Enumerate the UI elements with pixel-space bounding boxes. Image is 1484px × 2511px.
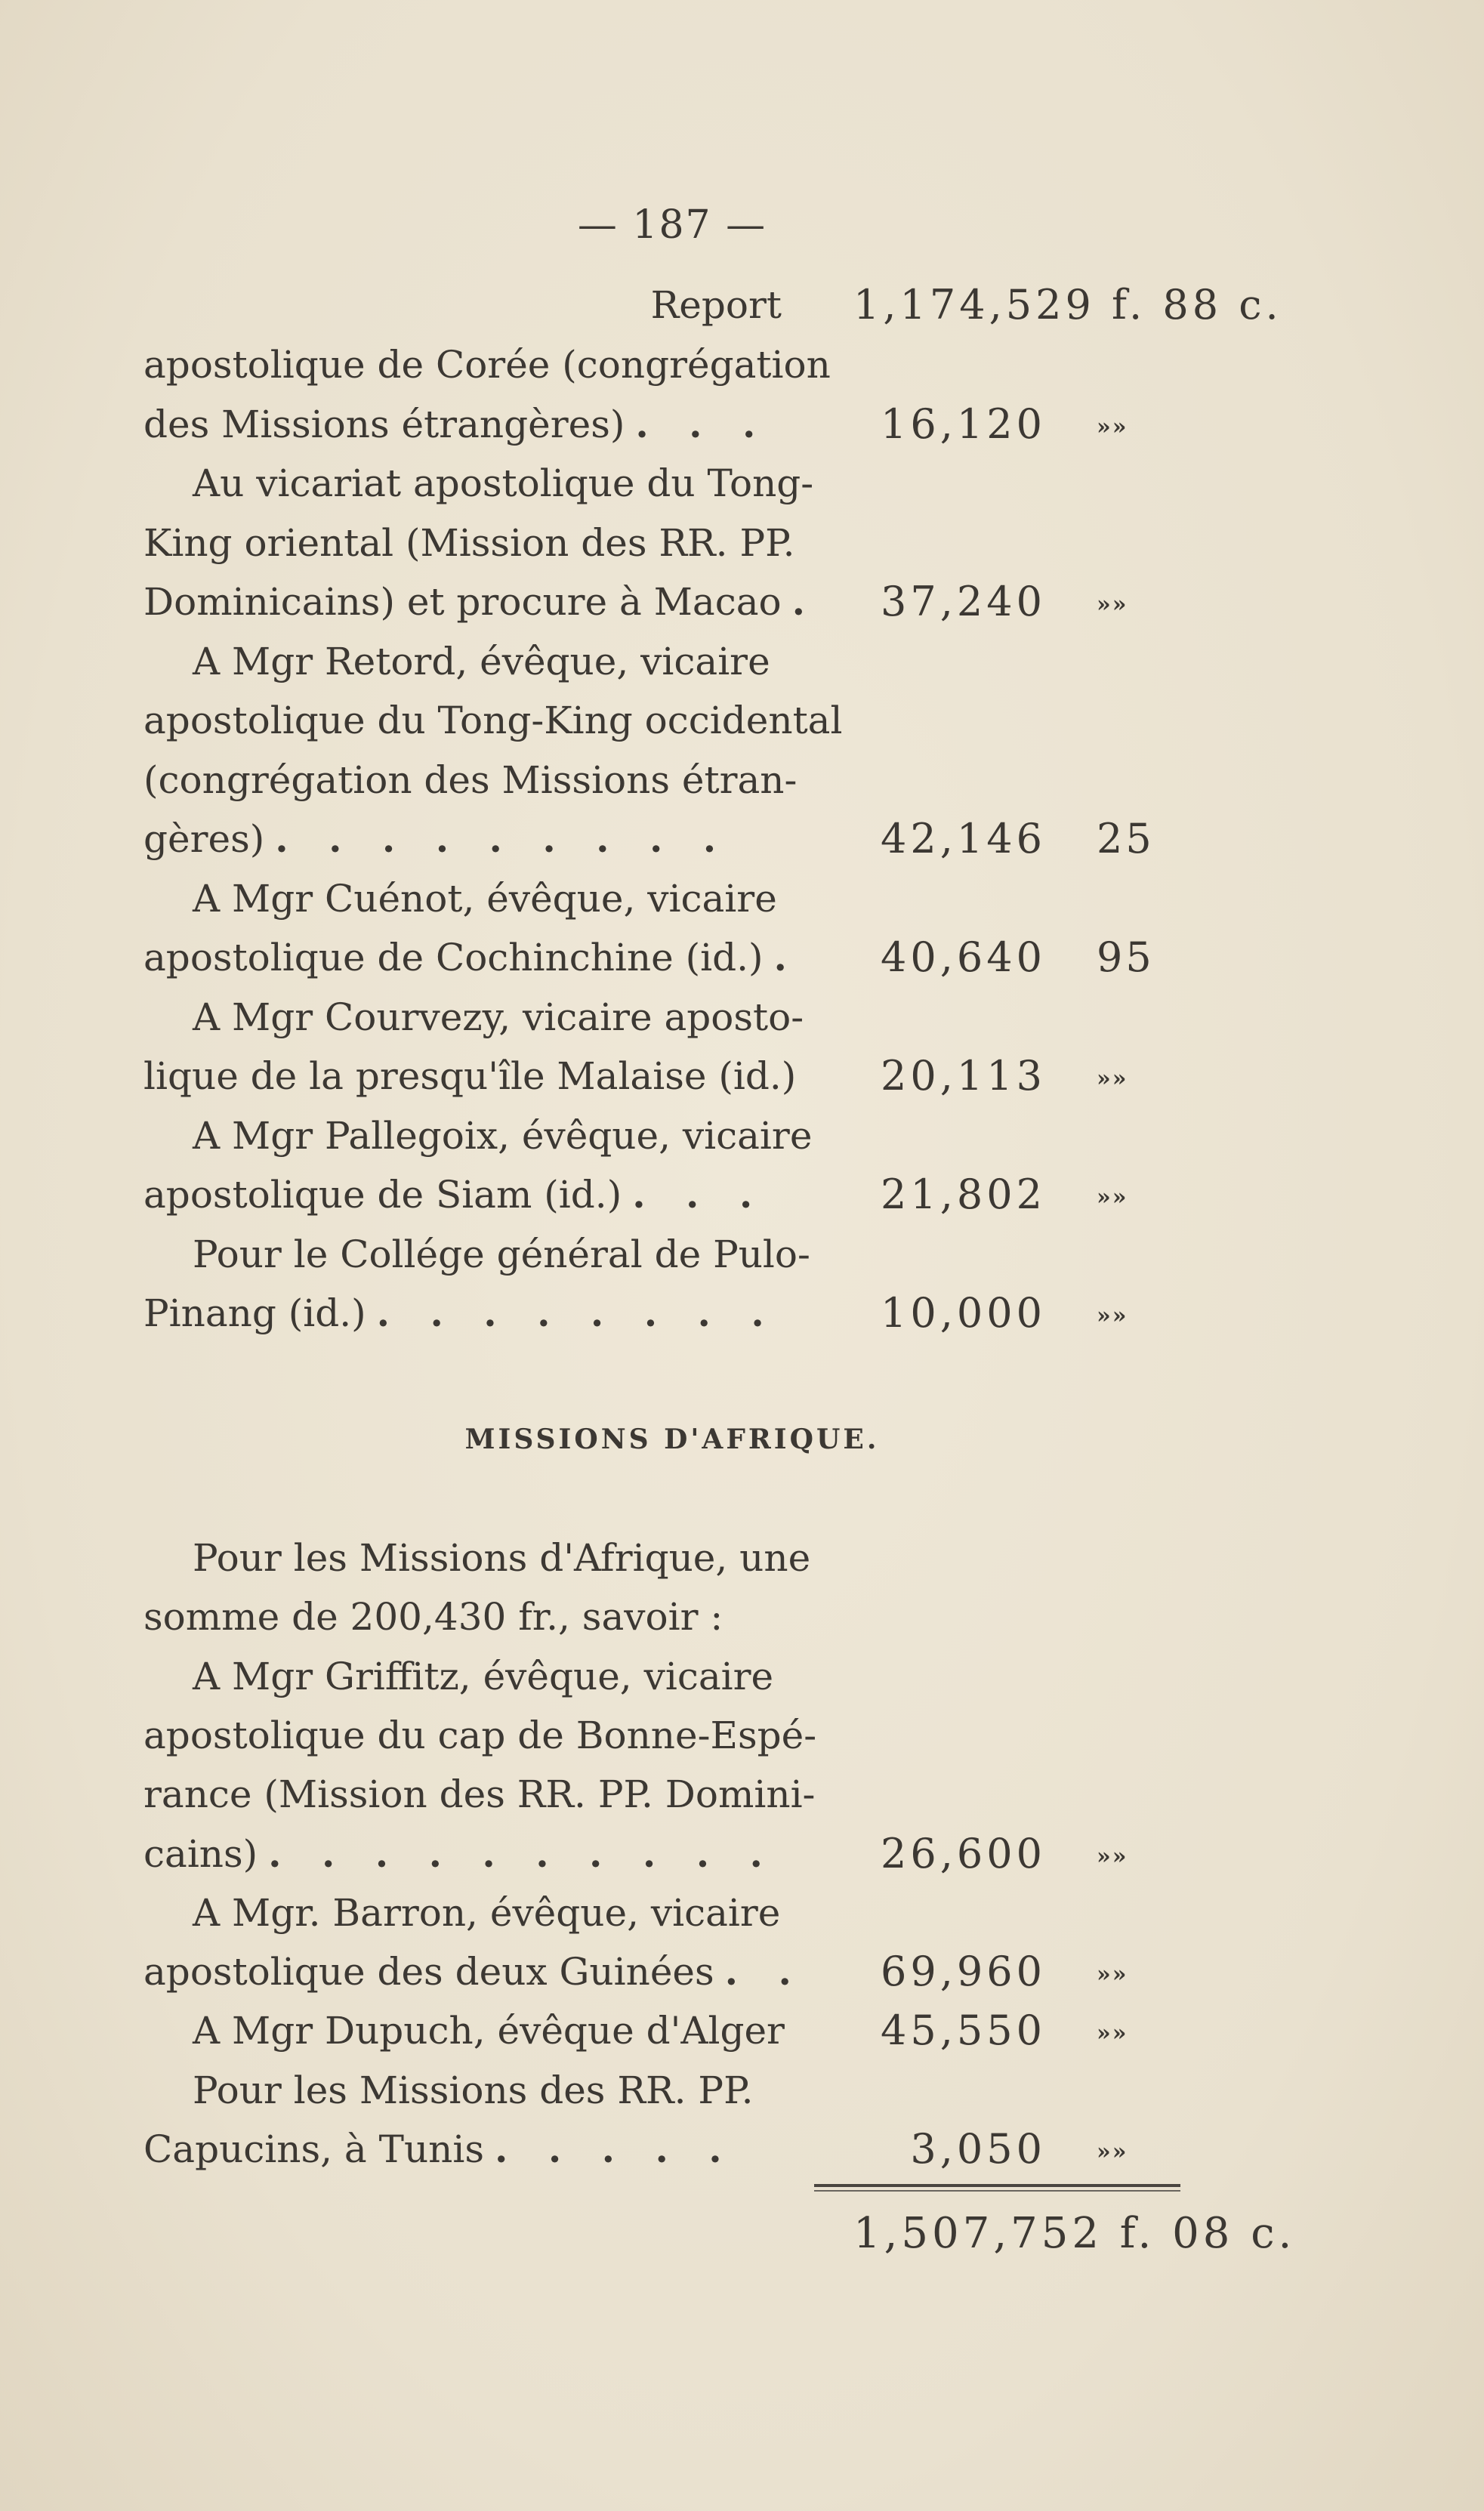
text-line: [0, 1529, 1484, 1587]
line-text: Dominicains) et procure à Macao .: [143, 579, 819, 624]
line-text: Capucins, à Tunis . . . . .: [143, 2127, 736, 2171]
text-line: [0, 455, 1484, 512]
amount-centimes: »»: [1097, 2139, 1128, 2165]
amount-centimes: »»: [1097, 413, 1128, 440]
text-line: [0, 633, 1484, 690]
line-text: Pour le Collége général de Pulo-: [193, 1232, 810, 1276]
line-text: lique de la presqu'île Malaise (id.): [143, 1054, 797, 1098]
line-text: Pinang (id.) . . . . . . . .: [143, 1291, 778, 1335]
amount-centimes: »»: [1097, 1843, 1128, 1870]
line-text: Pour les Missions des RR. PP.: [193, 2068, 754, 2112]
line-text: (congrégation des Missions étran-: [143, 757, 798, 802]
amount-francs: 16,120: [881, 399, 1046, 448]
text-line: [0, 1707, 1484, 1764]
line-text: A Mgr Cuénot, évêque, vicaire: [193, 876, 777, 921]
leader-dots: . . . . .: [495, 2127, 736, 2171]
text-line: [0, 2002, 1484, 2059]
text-line: [0, 692, 1484, 749]
text-line: [0, 1588, 1484, 1646]
line-text: A Mgr. Barron, évêque, vicaire: [193, 1890, 781, 1935]
line-text: King oriental (Mission des RR. PP.: [143, 520, 795, 565]
line-text: Pour les Missions d'Afrique, une: [193, 1536, 811, 1580]
sum-rule-thin: [814, 2190, 1180, 2192]
amount-francs: 69,960: [881, 1948, 1046, 1996]
report-line: [0, 276, 1484, 334]
amount-francs: 42,146: [881, 815, 1046, 862]
leader-dots: . .: [724, 1949, 805, 1994]
text-line: [0, 396, 1484, 453]
text-line: [0, 810, 1484, 868]
amount-francs: 3,050: [910, 2125, 1046, 2173]
amount-centimes: »»: [1097, 1184, 1128, 1211]
line-text: A Mgr Pallegoix, évêque, vicaire: [193, 1113, 813, 1158]
amount-centimes: 95: [1097, 933, 1155, 981]
text-line: [0, 751, 1484, 809]
leader-dots: .: [773, 935, 801, 979]
text-line: [0, 1285, 1484, 1342]
line-text: Au vicariat apostolique du Tong-: [193, 461, 814, 505]
leader-dots: . . .: [632, 1172, 767, 1217]
leader-dots: . . .: [635, 401, 770, 446]
amount-francs: 20,113: [881, 1052, 1046, 1100]
line-text: A Mgr Retord, évêque, vicaire: [193, 639, 770, 683]
line-text: apostolique du Tong-King occidental: [143, 699, 843, 742]
page-number: — 187 —: [577, 202, 767, 248]
amount-centimes: »»: [1097, 591, 1128, 618]
text-line: [0, 1884, 1484, 1942]
amount-centimes: »»: [1097, 2020, 1128, 2047]
leader-dots: . . . . . . . . . .: [268, 1831, 776, 1876]
text-line: [0, 2062, 1484, 2119]
line-text: apostolique des deux Guinées . .: [143, 1949, 805, 1994]
amount-francs: 45,550: [881, 2007, 1046, 2055]
text-line: [0, 1166, 1484, 1223]
line-text: somme de 200,430 fr., savoir :: [143, 1595, 723, 1640]
leader-dots: .: [791, 579, 819, 624]
text-line: [0, 1943, 1484, 2000]
line-text: apostolique de Cochinchine (id.) .: [143, 935, 801, 979]
line-text: rance (Mission des RR. PP. Domini-: [143, 1772, 816, 1817]
amount-centimes: »»: [1097, 1303, 1128, 1329]
line-text: cains) . . . . . . . . . .: [143, 1831, 776, 1876]
amount-francs: 26,600: [881, 1829, 1046, 1877]
leader-dots: . . . . . . . .: [376, 1291, 778, 1335]
line-text: apostolique du cap de Bonne-Espé-: [143, 1713, 817, 1757]
text-line: [0, 336, 1484, 393]
line-text: A Mgr Courvezy, vicaire aposto-: [193, 995, 804, 1039]
text-line: [0, 1047, 1484, 1105]
line-text: des Missions étrangères) . . .: [143, 401, 770, 446]
text-line: [0, 1107, 1484, 1164]
sum-rule: [814, 2184, 1180, 2187]
text-line: [0, 1766, 1484, 1823]
report-label: Report: [650, 283, 782, 327]
amount-centimes: »»: [1097, 1961, 1128, 1988]
line-text: A Mgr Griffitz, évêque, vicaire: [193, 1654, 774, 1698]
text-line: [0, 514, 1484, 572]
leader-dots: . . . . . . . . .: [275, 816, 730, 861]
amount-francs: 21,802: [881, 1171, 1046, 1218]
text-line: [0, 2121, 1484, 2178]
report-amount: 1,174,529 f. 88 c.: [853, 281, 1282, 329]
line-text: apostolique de Siam (id.) . . .: [143, 1172, 767, 1217]
total-amount: 1,507,752 f. 08 c.: [853, 2209, 1296, 2258]
section-heading: MISSIONS D'AFRIQUE.: [464, 1424, 880, 1455]
amount-francs: 10,000: [881, 1289, 1046, 1337]
amount-centimes: 25: [1097, 815, 1155, 862]
amount-centimes: »»: [1097, 1066, 1128, 1092]
text-line: [0, 1825, 1484, 1883]
line-text: A Mgr Dupuch, évêque d'Alger: [193, 2009, 785, 2053]
amount-francs: 40,640: [881, 933, 1046, 981]
text-line: [0, 1226, 1484, 1283]
text-line: [0, 989, 1484, 1046]
text-line: [0, 870, 1484, 927]
text-line: [0, 929, 1484, 986]
text-line: [0, 573, 1484, 631]
line-text: apostolique de Corée (congrégation: [143, 343, 831, 387]
line-text: gères) . . . . . . . . .: [143, 816, 730, 861]
text-line: [0, 1648, 1484, 1705]
amount-francs: 37,240: [881, 578, 1046, 625]
